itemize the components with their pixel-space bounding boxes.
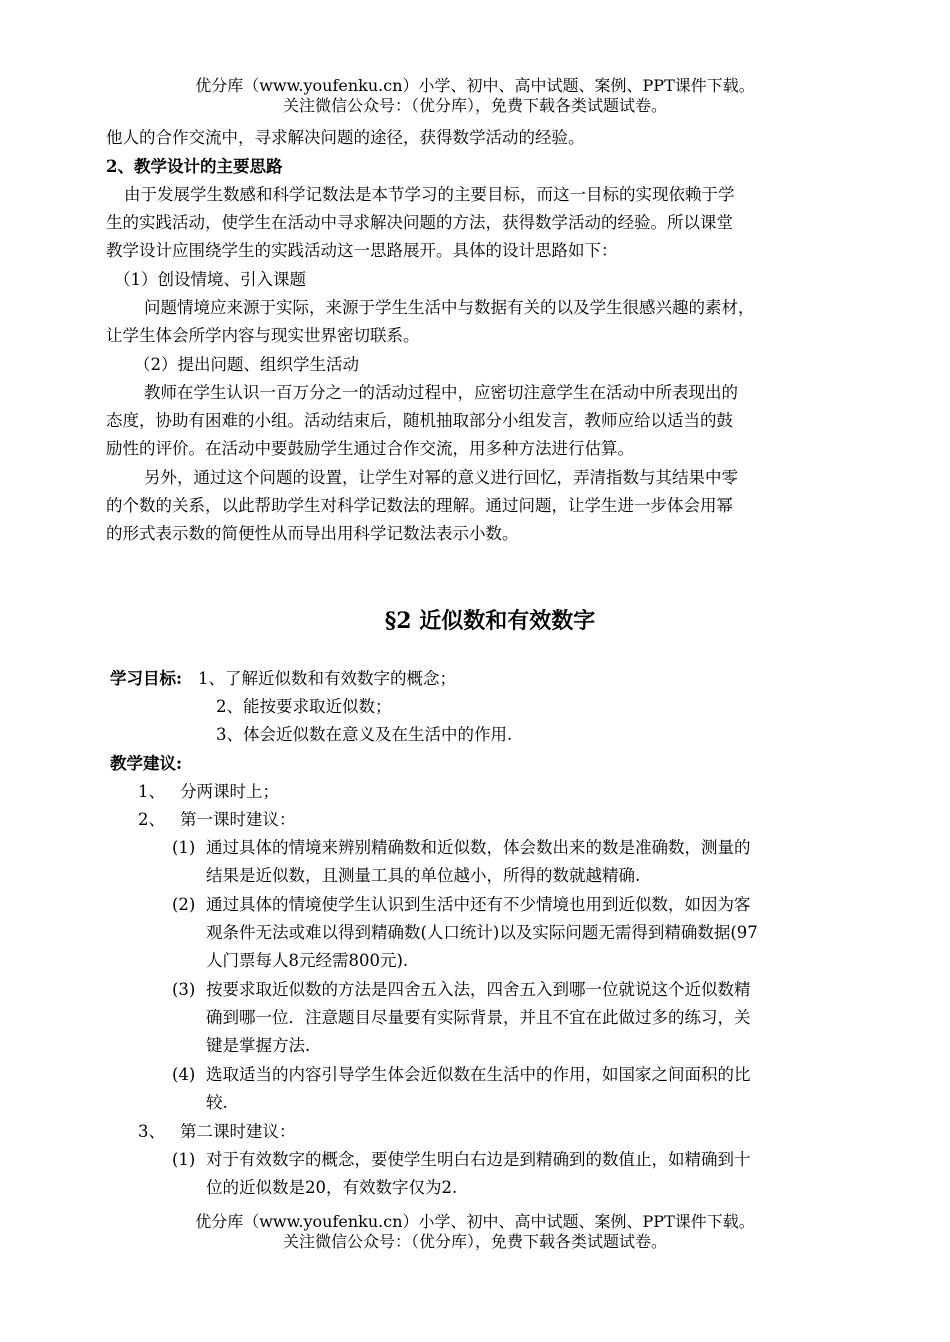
goal-2: 2、能按要求取近似数； [216,697,392,716]
advice-2-number: 2、 [138,810,165,829]
advice-3-number: 3、 [138,1122,165,1141]
last-para-line-1: 另外，通过这个问题的设置，让学生对幂的意义进行回忆，弄清指数与其结果中零 [144,468,738,487]
advice-2-text: 第一课时建议： [180,810,296,829]
item-3-line-3: 键是掌握方法. [206,1036,311,1055]
section-heading: 2、教学设计的主要思路 [106,157,283,176]
header-line-1: 优分库（www.youfenku.cn）小学、初中、高中试题、案例、PPT课件下载。 [195,76,755,95]
sub2-para-line-1: 教师在学生认识一百万分之一的活动过程中，应密切注意学生在活动中所表现出的 [144,383,738,402]
sub2-para-line-3: 励性的评价。在活动中要鼓励学生通过合作交流，用多种方法进行估算。 [106,439,634,458]
item-1-line-2: 结果是近似数，且测量工具的单位越小，所得的数就越精确. [206,866,641,885]
para1-line-3: 教学设计应围绕学生的实践活动这一思路展开。具体的设计思路如下： [106,241,618,260]
item-1-number: (1) [172,838,196,857]
second-item-1-line-1: 对于有效数字的概念，要使学生明白右边是到精确到的数值止，如精确到十 [206,1150,751,1169]
item-3-number: (3) [172,980,196,999]
item-2-line-2: 观条件无法或难以得到精确数(人口统计)以及实际问题无需得到精确数据(97 [206,923,758,942]
sub2-title: （2）提出问题、组织学生活动 [134,355,359,374]
para1-line-2: 生的实践活动，使学生在活动中寻求解决问题的方法，获得数学活动的经验。所以课堂 [106,213,733,232]
item-4-line-1: 选取适当的内容引导学生体会近似数在生活中的作用，如国家之间面积的比 [206,1065,751,1084]
goal-1: 1、了解近似数和有效数字的概念； [198,669,456,688]
advice-3-text: 第二课时建议： [180,1122,296,1141]
advice-label: 教学建议: [110,754,183,773]
advice-1-number: 1、 [138,782,165,801]
advice-1-text: 分两课时上； [180,782,279,801]
goal-3: 3、体会近似数在意义及在生活中的作用. [216,725,513,744]
item-2-number: (2) [172,895,196,914]
para1-line-1: 由于发展学生数感和科学记数法是本节学习的主要目标，而这一目标的实现依赖于学 [124,185,735,204]
item-1-line-1: 通过具体的情境来辨别精确数和近似数，体会数出来的数是准确数，测量的 [206,838,751,857]
last-para-line-3: 的形式表示数的简便性从而导出用科学记数法表示小数。 [106,524,519,543]
second-item-1-number: (1) [172,1150,196,1169]
item-2-line-1: 通过具体的情境使学生认识到生活中还有不少情境也用到近似数，如因为客 [206,895,751,914]
item-2-line-3: 人门票每人8元经需800元). [206,951,409,970]
sub1-para-line-2: 让学生体会所学内容与现实世界密切联系。 [106,326,420,345]
item-4-number: (4) [172,1065,196,1084]
continuation-line: 他人的合作交流中，寻求解决问题的途径，获得数学活动的经验。 [106,128,585,147]
footer-line-1: 优分库（www.youfenku.cn）小学、初中、高中试题、案例、PPT课件下载。 [195,1212,755,1231]
sub1-title: （1）创设情境、引入课题 [114,270,306,289]
goals-label: 学习目标: [110,669,183,688]
sub2-para-line-2: 态度，协助有困难的小组。活动结束后，随机抽取部分小组发言，教师应给以适当的鼓 [106,411,733,430]
sub1-para-line-1: 问题情境应来源于实际，来源于学生生活中与数据有关的以及学生很感兴趣的素材， [144,298,755,317]
section-title: §2 近似数和有效数字 [384,608,596,634]
item-4-line-2: 较. [206,1093,228,1112]
item-3-line-2: 确到哪一位．注意题目尽量要有实际背景，并且不宜在此做过多的练习，关 [206,1008,751,1027]
item-3-line-1: 按要求取近似数的方法是四舍五入法，四舍五入到哪一位就说这个近似数精 [206,980,751,999]
second-item-1-line-2: 位的近似数是20，有效数字仅为2. [206,1178,458,1197]
last-para-line-2: 的个数的关系，以此帮助学生对科学记数法的理解。通过问题，让学生进一步体会用幂 [106,496,733,515]
footer-line-2: 关注微信公众号：（优分库），免费下载各类试题试卷。 [282,1232,667,1251]
header-line-2: 关注微信公众号：（优分库），免费下载各类试题试卷。 [282,96,667,115]
